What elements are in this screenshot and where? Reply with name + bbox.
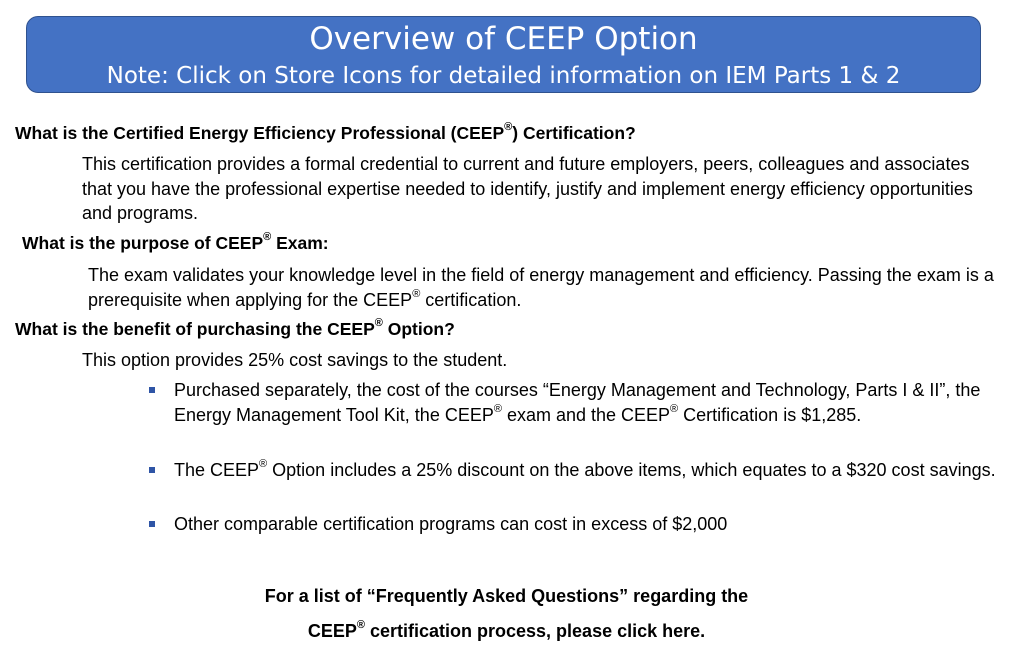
question-certification-text-b: ) Certification?: [512, 123, 636, 143]
question-benefit: [15, 318, 455, 340]
square-bullet-icon: [149, 521, 155, 527]
question-benefit-text-a: What is the benefit of purchasing the CEEP: [15, 319, 375, 339]
faq-link-text-b: certification process, please click here.: [364, 621, 706, 641]
title-banner: [26, 16, 981, 93]
banner-title: Overview of CEEP Option: [309, 21, 698, 57]
answer-benefit: This option provides 25% cost savings to the student.: [82, 350, 508, 370]
answer-exam-text-b: certification.: [420, 289, 522, 310]
faq-link-line-1[interactable]: For a list of “Frequently Asked Questions” regarding the: [264, 586, 749, 606]
bullet-text-b: exam and the CEEP: [501, 404, 671, 425]
bullet-text-c: Certification is $1,285.: [678, 404, 862, 425]
faq-link-text-a: CEEP: [307, 621, 357, 641]
bullet-text: Other comparable certification programs can cost in excess of $2,000: [174, 514, 728, 534]
question-benefit-text-b: Option?: [382, 319, 455, 339]
banner-note: Note: Click on Store Icons for detailed information on IEM Parts 1 & 2: [106, 63, 901, 89]
registered-mark: ®: [356, 619, 365, 631]
square-bullet-icon: [149, 387, 155, 393]
registered-mark: ®: [504, 121, 513, 134]
registered-mark: ®: [670, 402, 679, 415]
question-certification: [15, 122, 636, 144]
answer-certification: This certification provides a formal credential to current and future employers, peers, colleagues and associates that you have the professional expertise needed to identify, justify and implement energy efficiency opportunities and programs.: [82, 154, 973, 223]
question-certification-text-a: What is the Certified Energy Efficiency Professional (CEEP: [15, 123, 505, 143]
question-exam-text-a: What is the purpose of CEEP: [22, 233, 264, 253]
question-exam-purpose: [22, 232, 329, 254]
registered-mark: ®: [263, 231, 272, 244]
answer-exam-purpose: [88, 263, 1003, 312]
bullet-text: [174, 378, 999, 427]
registered-mark: ®: [259, 458, 268, 470]
answer-exam-text-a: The exam validates your knowledge level in the field of energy management and efficiency. Passing the exam is a prerequisite when applying for the CEEP: [88, 265, 994, 310]
bullet-text-a: The CEEP: [174, 460, 260, 480]
bullet-text: [174, 458, 999, 483]
question-exam-text-b: Exam:: [271, 233, 329, 253]
bullet-text-b: Option includes a 25% discount on the above items, which equates to a $320 cost savings.: [267, 460, 996, 480]
registered-mark: ®: [374, 317, 383, 330]
registered-mark: ®: [493, 402, 502, 415]
registered-mark: ®: [412, 287, 421, 300]
bullet-text-a: Purchased separately, the cost of the courses “Energy Management and Technology, Parts I & II”, the Energy Management Tool Kit, the CEEP: [174, 380, 981, 425]
faq-link-line-2[interactable]: [0, 619, 1009, 643]
square-bullet-icon: [149, 467, 155, 473]
